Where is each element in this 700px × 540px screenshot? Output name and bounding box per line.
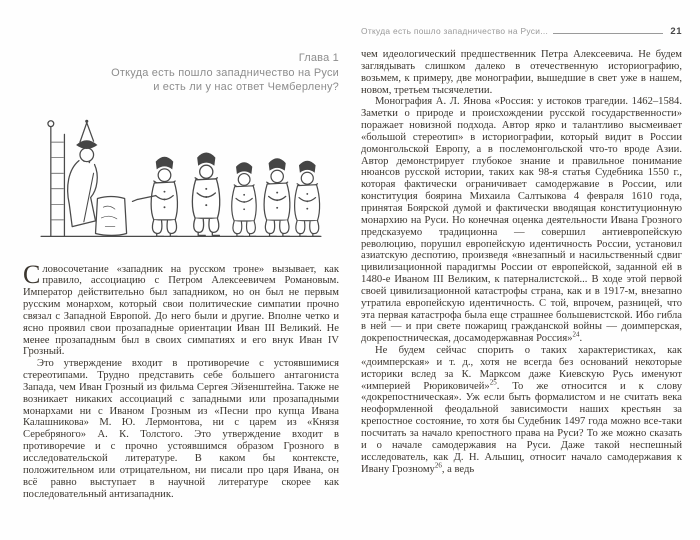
page-number: 21 bbox=[670, 26, 682, 37]
footnote-reference: 25 bbox=[489, 378, 497, 387]
drop-cap: С bbox=[23, 259, 41, 289]
body-paragraph: Это утверждение входит в противоречие с устоявшимися стереотипами. Трудно представить себе большего антагониста Запада, чем Иван Грозный из фильма Сергея Эйзенштейна. Также не возникает никаких ассоциаций с западными или прозападными монархами ни с Иваном Грозным из «Песни про купца Ивана Калашникова» М. Ю. Лермонтова, ни с царем из «Князя Серебряного» А. К. Толстого. Это утверждение входит в противоречие и с прочно устоявшимся образом Грозного в исследовательской литературе. В каком бы контексте, положительном или отрицательном, ни писали про царя Ивана, он всё равно выступает в научной литературе скорее как последовательный антизападник. bbox=[23, 358, 339, 500]
running-head-title: Откуда есть пошло западничество на Руси... bbox=[361, 26, 549, 36]
body-paragraph: Не будем сейчас спорить о таких характеристиках, как «доимперская» и т. д., хотя не всегда без оснований некоторые историки вслед за К. Марксом даже Киевскую Русь именуют «империей Рюриковичей»$^{25}$. То же относится и к слову «докрепостническая». Уж если быть формалистом и не считать века неоформленной феодальной зависимости наших крестьян за крепостное состояние, то хотя бы Судебник 1497 года можно все-таки посчитать за начало крепостного права на Руси? То же можно сказать и о начале самодержавия на Руси. Даже такой неспешный исследователь, как Д. Н. Альшиц, относит начало самодержавия к Ивану Грозному$^{26}$, а ведь bbox=[361, 345, 683, 475]
chapter-title-line-1: Откуда есть пошло западничество на Руси bbox=[111, 66, 339, 79]
right-body-text bbox=[361, 49, 682, 475]
left-body-text bbox=[23, 259, 339, 501]
chapter-number: Глава 1 bbox=[298, 52, 339, 64]
illustration-tsar-and-boyars bbox=[23, 113, 339, 251]
page-left bbox=[23, 0, 339, 500]
body-paragraph: Монография А. Л. Янова «Россия: у истоков трагедии. 1462–1584. Заметки о природе и происхождении русской государственности» поражает новизной подхода. Автор ярко и талантливо высмеивает «большой стереотип» в историографии, который видит в России домонгольской Европу, а в послемонгольской что-то вроде Азии. Автор демонстрирует глубокое знание и правильное понимание нюансов русской истории, таких как 98-я статья Судебника 1550 г., которая фактически ограничивает самодержавие в России, или конституция боярина Михаила Салтыкова 4 февраля 1610 года, принятая Боярской думой и фактически вводящая конституционную монархию на Руси. Но конечная оценка деятельности Ивана Грозного предсказуемо традиционна — совершил антиевропейскую революцию, порушил европейскую идентичность России, установил азиатскую деспотию, произведя «внезапный и насильственный сдвиг цивилизационной парадигмы России от европейской, заданной ей в 1480-е Иваном III Великим, к патерналистской... В ходе этой первой своей цивилизационной катастрофы страна, как и в 1917-м, внезапно утратила европейскую идентичность. С той, впрочем, разницей, что эта первая катастрофа была еще страшнее большевистской. Ибо гибла в ней — и при свете пожарищ гражданской войны — доимперская, докрепостническая, досамодержавная Россия»$^{24}$. bbox=[361, 96, 682, 345]
body-paragraph: чем идеологический предшественник Петра Алексеевича. Не будем заглядывать слишком далеко в отечественную историографию, возьмем, к примеру, две монографии, вышедшие в свет уже в нашем, новом, третьем тысячелетии. bbox=[361, 49, 682, 96]
running-head bbox=[361, 26, 682, 37]
chapter-title-line-2: и есть ли у нас ответ Чемберлену? bbox=[153, 81, 339, 93]
chapter-heading bbox=[23, 51, 339, 95]
page-right bbox=[361, 0, 682, 475]
body-paragraph: Словосочетание «западник на русском троне» вызывает, как правило, ассоциацию с Петром Алексеевичем Романовым. Император действительно был западником, но он был не первым русским монархом, который свои политические симпатии прочно связал с Западной Европой. До него были и другие. Вполне четко и ясно проявил свои прозападные ориентации Иван III Великий. Не менее прозападным был в своих симпатиях и его внук Иван IV Грозный. bbox=[23, 259, 339, 358]
footnote-reference: 24 bbox=[572, 330, 580, 339]
footnote-reference: 26 bbox=[434, 461, 442, 469]
running-head-rule bbox=[553, 33, 663, 34]
